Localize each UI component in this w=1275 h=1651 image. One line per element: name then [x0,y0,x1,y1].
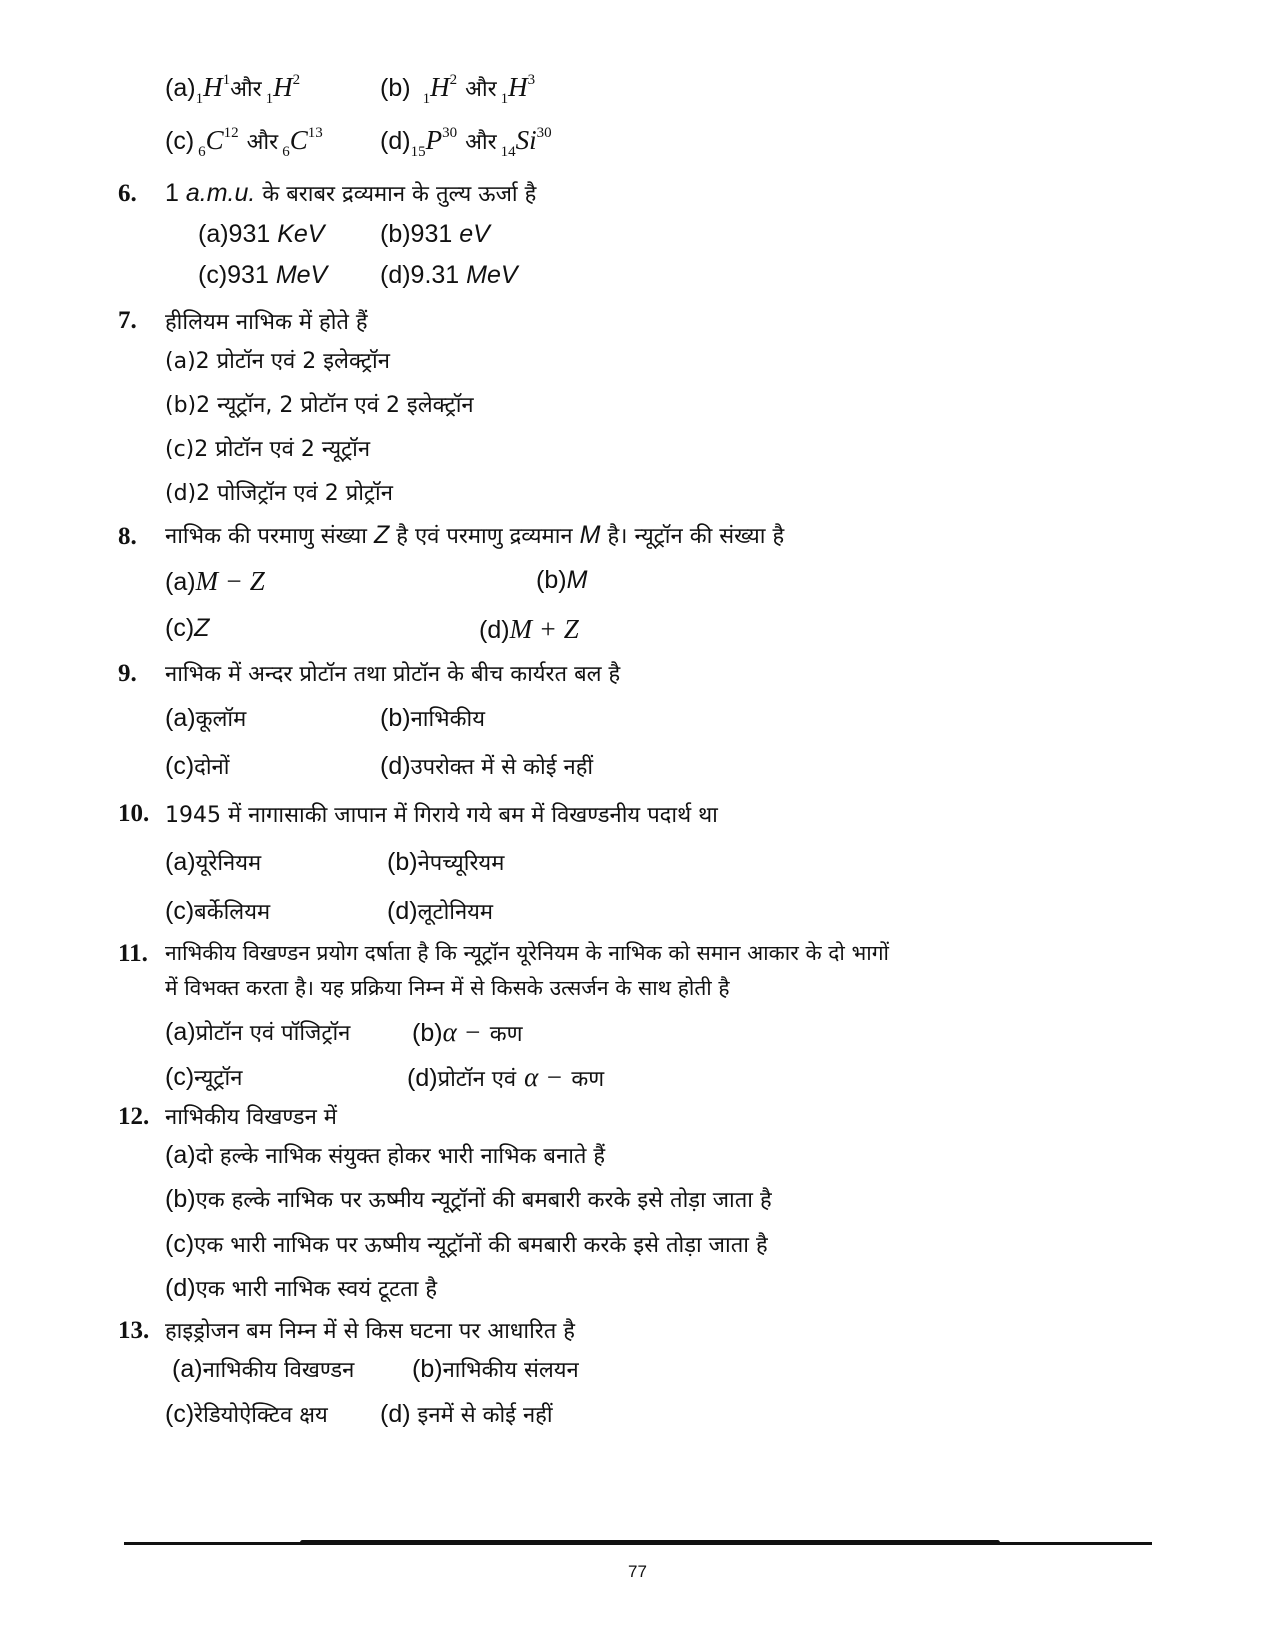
q9-option-a: (a)कूलॉम [165,704,247,732]
q8-option-a: (a)M − Z [165,566,265,596]
q9-option-d: (d)उपरोक्त में से कोई नहीं [380,752,594,780]
question-number: 11. [118,940,148,967]
q7-option-d: (d)2 पोजिट्रॉन एवं 2 प्रोट्रॉन [165,481,393,506]
q11-option-c: (c)न्यूट्रॉन [165,1063,243,1091]
question-text: हीलियम नाभिक में होते हैं [165,310,368,335]
q8-option-b: (b)M [536,566,588,594]
q13-option-a: (a)नाभिकीय विखण्डन [172,1355,355,1383]
q12-option-c: (c)एक भारी नाभिक पर ऊष्मीय न्यूट्रॉनों की बमबारी करके इसे तोड़ा जाता है [165,1230,768,1258]
question-number: 10. [118,800,150,827]
question-text: नाभिक में अन्दर प्रोटॉन तथा प्रोटॉन के बीच कार्यरत बल है [165,662,621,687]
q12-option-d: (d)एक भारी नाभिक स्वयं टूटता है [165,1274,438,1302]
q13-option-c: (c)रेडियोऐक्टिव क्षय [165,1400,328,1428]
q5-option-a: (a)1H1और 1H2 [165,72,301,107]
question-number: 8. [118,523,137,550]
question-text: नाभिकीय विखण्डन में [165,1105,337,1130]
q6-option-d: (d)9.31 MeV [380,261,518,289]
q7-option-a: (a)2 प्रोटॉन एवं 2 इलेक्ट्रॉन [165,349,390,374]
q11-option-a: (a)प्रोटॉन एवं पॉजिट्रॉन [165,1018,351,1046]
q13-option-b: (b)नाभिकीय संलयन [412,1355,579,1383]
question-text: नाभिक की परमाणु संख्या Z है एवं परमाणु द्रव्यमान M है। न्यूट्रॉन की संख्या है [165,521,785,549]
q6-option-b: (b)931 eV [380,220,490,248]
question-text: 1 a.m.u. के बराबर द्रव्यमान के तुल्य ऊर्जा है [165,179,537,207]
q11-option-b: (b)α − कण [412,1017,523,1047]
q10-option-d: (d)लूटोनियम [387,897,494,925]
q6-option-c: (c)931 MeV [198,261,328,289]
q11-option-d: (d)प्रोटॉन एवं α − कण [407,1062,605,1092]
q9-option-c: (c)दोनों [165,752,230,780]
question-text: 1945 में नागासाकी जापान में गिराये गये बम में विखण्डनीय पदार्थ था [165,803,718,828]
q12-option-b: (b)एक हल्के नाभिक पर ऊष्मीय न्यूट्रॉनों की बमबारी करके इसे तोड़ा जाता है [165,1185,772,1213]
q5-option-d: (d)15P30 और 14Si30 [380,125,552,160]
q8-option-c: (c)Z [165,614,210,642]
q5-option-b: (b) 1H2 और 1H3 [380,72,536,107]
q10-option-c: (c)बर्केलियम [165,897,271,925]
question-number: 9. [118,660,137,687]
q10-option-a: (a)यूरेनियम [165,848,262,876]
question-text: हाइड्रोजन बम निम्न में से किस घटना पर आधारित है [165,1319,575,1344]
q6-option-a: (a)931 KeV [198,220,325,248]
question-number: 6. [118,180,137,207]
question-number: 13. [118,1317,150,1344]
question-number: 12. [118,1103,150,1130]
question-text-cont: में विभक्त करता है। यह प्रक्रिया निम्न में से किसके उत्सर्जन के साथ होती है [165,976,730,1000]
q10-option-b: (b)नेपच्यूरियम [387,848,505,876]
q12-option-a: (a)दो हल्के नाभिक संयुक्त होकर भारी नाभिक बनाते हैं [165,1141,606,1169]
page-number: 77 [628,1562,647,1581]
q8-option-d: (d)M + Z [479,614,579,644]
q7-option-b: (b)2 न्यूट्रॉन, 2 प्रोटॉन एवं 2 इलेक्ट्रॉन [165,393,474,418]
q9-option-b: (b)नाभिकीय [380,704,485,732]
question-text: नाभिकीय विखण्डन प्रयोग दर्षाता है कि न्यूट्रॉन यूरेनियम के नाभिक को समान आकार के दो भागों [165,941,889,965]
question-number: 7. [118,307,137,334]
q7-option-c: (c)2 प्रोटॉन एवं 2 न्यूट्रॉन [165,437,371,462]
footer-rule-accent [300,1540,1000,1545]
q5-option-c: (c) 6C12 और 6C13 [165,125,323,160]
q13-option-d: (d) इनमें से कोई नहीं [380,1400,553,1428]
